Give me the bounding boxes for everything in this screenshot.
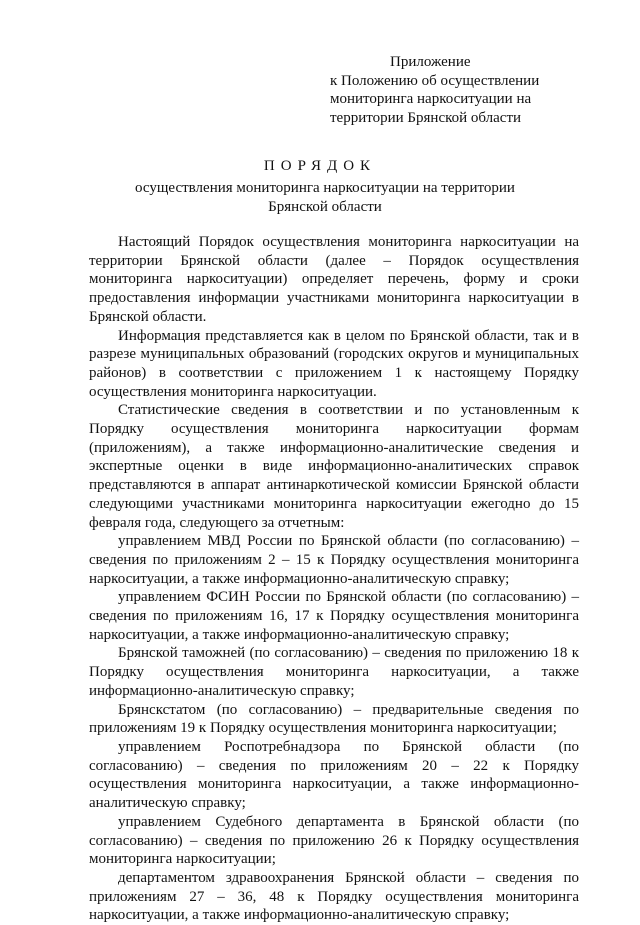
document-body bbox=[89, 233, 579, 925]
appendix-line: к Положению об осуществлении bbox=[330, 72, 540, 89]
paragraph: Настоящий Порядок осуществления мониторинга наркоситуации на территории Брянской области (далее – Порядок осуществления мониторинга наркоситуации) определяет перечень, форму и сроки предоставления информации участниками мониторинга наркоситуации в Брянской области. bbox=[89, 234, 579, 325]
appendix-header bbox=[330, 53, 620, 128]
paragraph: управлением Роспотребнадзора по Брянской области (по согласованию) – сведения по приложениям 20 – 22 к Порядку осуществления мониторинга наркоситуации, а также информационно-аналитическую справку; bbox=[89, 738, 579, 812]
appendix-line: территории Брянской области bbox=[330, 110, 522, 127]
appendix-line: Приложение bbox=[390, 54, 471, 70]
paragraph: управлением Судебного департамента в Брянской области (по согласованию) – сведения по приложению 26 к Порядку осуществления мониторинга наркоситуации; bbox=[89, 813, 579, 868]
document-title: ПОРЯДОК bbox=[263, 158, 377, 174]
paragraph: управлением ФСИН России по Брянской области (по согласованию) – сведения по приложениям 16, 17 к Порядку осуществления мониторинга наркоситуации, а также информационно-аналитическую справку; bbox=[89, 589, 579, 643]
document-subtitle: осуществления мониторинга наркоситуации на территории Брянской области bbox=[135, 180, 515, 215]
paragraph: Брянской таможней (по согласованию) – сведения по приложению 18 к Порядку осуществления мониторинга наркоситуации, а также информационно-аналитическую справку; bbox=[89, 645, 579, 699]
paragraph: департаментом здравоохранения Брянской области – сведения по приложениям 27 – 36, 48 к Порядку осуществления мониторинга наркоситуации, а также информационно-аналитическую справку; bbox=[89, 869, 579, 924]
paragraph: управлением МВД России по Брянской области (по согласованию) – сведения по приложениям 2 – 15 к Порядку осуществления мониторинга наркоситуации, а также информационно-аналитическую справку; bbox=[89, 533, 579, 587]
appendix-line: мониторинга наркоситуации на bbox=[330, 91, 532, 108]
paragraph: Брянскстатом (по согласованию) – предварительные сведения по приложениям 19 к Порядку осуществления мониторинга наркоситуации; bbox=[89, 701, 579, 737]
paragraph: Информация представляется как в целом по Брянской области, так и в разрезе муниципальных образований (городских округов и муниципальных районов) в соответствии с приложением 1 к настоящему Порядку осуществления мониторинга наркоситуации. bbox=[89, 327, 579, 400]
paragraph: Статистические сведения в соответствии и по установленным к Порядку осуществления мониторинга наркоситуации формам (приложениям), а также информационно-аналитические сведения и экспертные оценки в виде информационно-аналитических справок представляются в аппарат антинаркотической комиссии Брянской области следующими участниками мониторинга наркоситуации ежегодно до 15 февраля года, следующего за отчетным: bbox=[89, 402, 579, 531]
